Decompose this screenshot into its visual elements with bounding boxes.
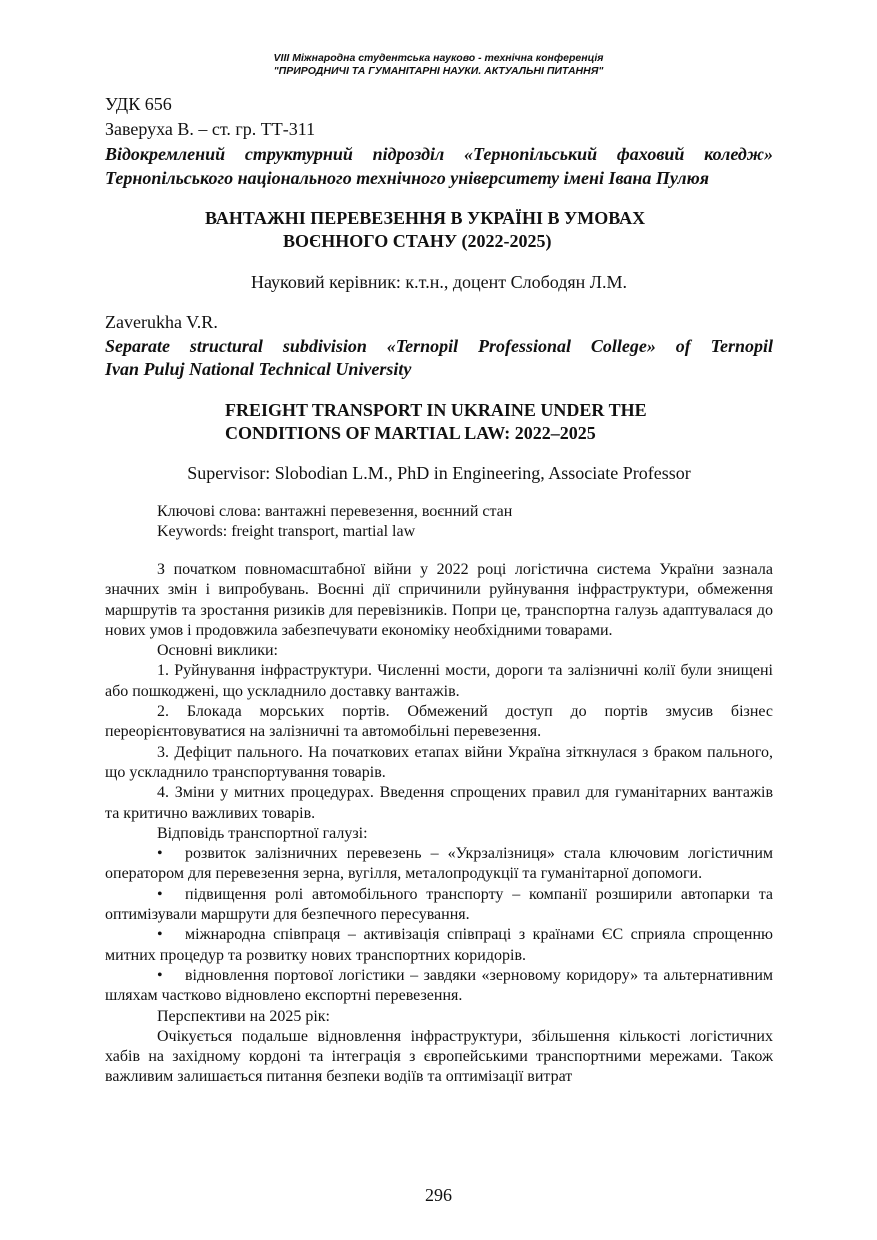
response-item-text: підвищення ролі автомобільного транспорту – компанії розширили автопарки та оптимізували маршрути для безпечного пересування.	[105, 885, 773, 924]
supervisor-en: Supervisor: Slobodian L.M., PhD in Engineering, Associate Professor	[187, 463, 691, 483]
affiliation-en-line1: Separate structural subdivision «Ternopil Professional College» of Ternopil	[105, 336, 773, 356]
keywords-en: Keywords: freight transport, martial law	[157, 523, 416, 540]
page-number: 296	[425, 1185, 452, 1205]
response-item	[105, 885, 773, 926]
author-en: Zaverukha V.R.	[105, 312, 218, 332]
response-item	[105, 966, 773, 1007]
bullet-icon: •	[157, 845, 163, 863]
affiliation-ua-line2: Тернопільського національного технічного університету імені Івана Пулюя	[105, 168, 710, 188]
title-ua-line1: ВАНТАЖНІ ПЕРЕВЕЗЕННЯ В УКРАЇНІ В УМОВАХ	[205, 208, 646, 228]
bullet-icon: •	[157, 885, 163, 903]
affiliation-ua-line1: Відокремлений структурний підрозділ «Тернопільський фаховий коледж»	[105, 144, 773, 164]
response-item	[105, 844, 773, 885]
outlook-heading: Перспективи на 2025 рік:	[157, 1007, 330, 1025]
title-en-line1: FREIGHT TRANSPORT IN UKRAINE UNDER THE	[225, 400, 647, 420]
response-item-text: міжнародна співпраця – активізація співпраці з країнами ЄС сприяла спрощенню митних процедур та розвитку нових транспортних коридорів.	[105, 926, 773, 964]
keywords-ua: Ключові слова: вантажні перевезення, воєнний стан	[157, 503, 513, 520]
outlook-paragraph: Очікується подальше відновлення інфраструктури, збільшення кількості логістичних хабів на західному кордоні та інтеграція з європейськими транспортними мережами. Також важливим залишається питання безпеки водіїв та оптимізації витрат	[105, 1027, 773, 1086]
title-en-line2: CONDITIONS OF MARTIAL LAW: 2022–2025	[225, 423, 596, 443]
response-item-text: відновлення портової логістики – завдяки «зерновому коридору» та альтернативним шляхам частково відновлено експортні перевезення.	[105, 966, 773, 1005]
challenge-item: 4. Зміни у митних процедурах. Введення спрощених правил для гуманітарних вантажів та критично важливих товарів.	[105, 784, 773, 822]
conference-header	[0, 52, 877, 78]
title-ua-line2: ВОЄННОГО СТАНУ (2022-2025)	[283, 231, 552, 251]
conference-header-line1: VIII Міжнародна студентська науково - технічна конференція	[273, 52, 604, 64]
udk-code: УДК 656	[105, 94, 172, 114]
response-heading: Відповідь транспортної галузі:	[157, 824, 368, 842]
challenges-heading: Основні виклики:	[157, 642, 278, 660]
challenge-item: 2. Блокада морських портів. Обмежений доступ до портів змусив бізнес переорієнтовуватися на залізничні та автомобільні перевезення.	[105, 703, 773, 741]
affiliation-en-line2: Ivan Puluj National Technical University	[105, 359, 412, 379]
article-body	[105, 560, 773, 1088]
response-item	[105, 925, 773, 966]
challenge-item: 3. Дефіцит пального. На початкових етапах війни Україна зіткнулася з браком пального, що ускладнило транспортування товарів.	[105, 743, 773, 781]
author-ua: Заверуха В. – ст. гр. ТТ-311	[105, 119, 316, 139]
conference-header-line2: "ПРИРОДНИЧІ ТА ГУМАНІТАРНІ НАУКИ. АКТУАЛЬНІ ПИТАННЯ"	[273, 65, 604, 77]
response-item-text: розвиток залізничних перевезень – «Укрзалізниця» стала ключовим логістичним оператором для перевезення зерна, вугілля, металопродукції та гуманітарної допомоги.	[105, 845, 773, 883]
bullet-icon: •	[157, 966, 163, 984]
supervisor-ua: Науковий керівник: к.т.н., доцент Слободян Л.М.	[250, 272, 628, 292]
bullet-icon: •	[157, 926, 163, 944]
intro-paragraph: З початком повномасштабної війни у 2022 році логістична система України зазнала значних змін і випробувань. Воєнні дії спричинили руйнування інфраструктури, обмеження маршрутів та зростання ризиків для перевізників. Попри це, транспортна галузь адаптувалася до нових умов і продовжила забезпечувати економіку необхідними товарами.	[105, 561, 773, 639]
challenge-item: 1. Руйнування інфраструктури. Численні мости, дороги та залізничні колії були знищені або пошкоджені, що ускладнило доставку вантажів.	[105, 662, 773, 700]
